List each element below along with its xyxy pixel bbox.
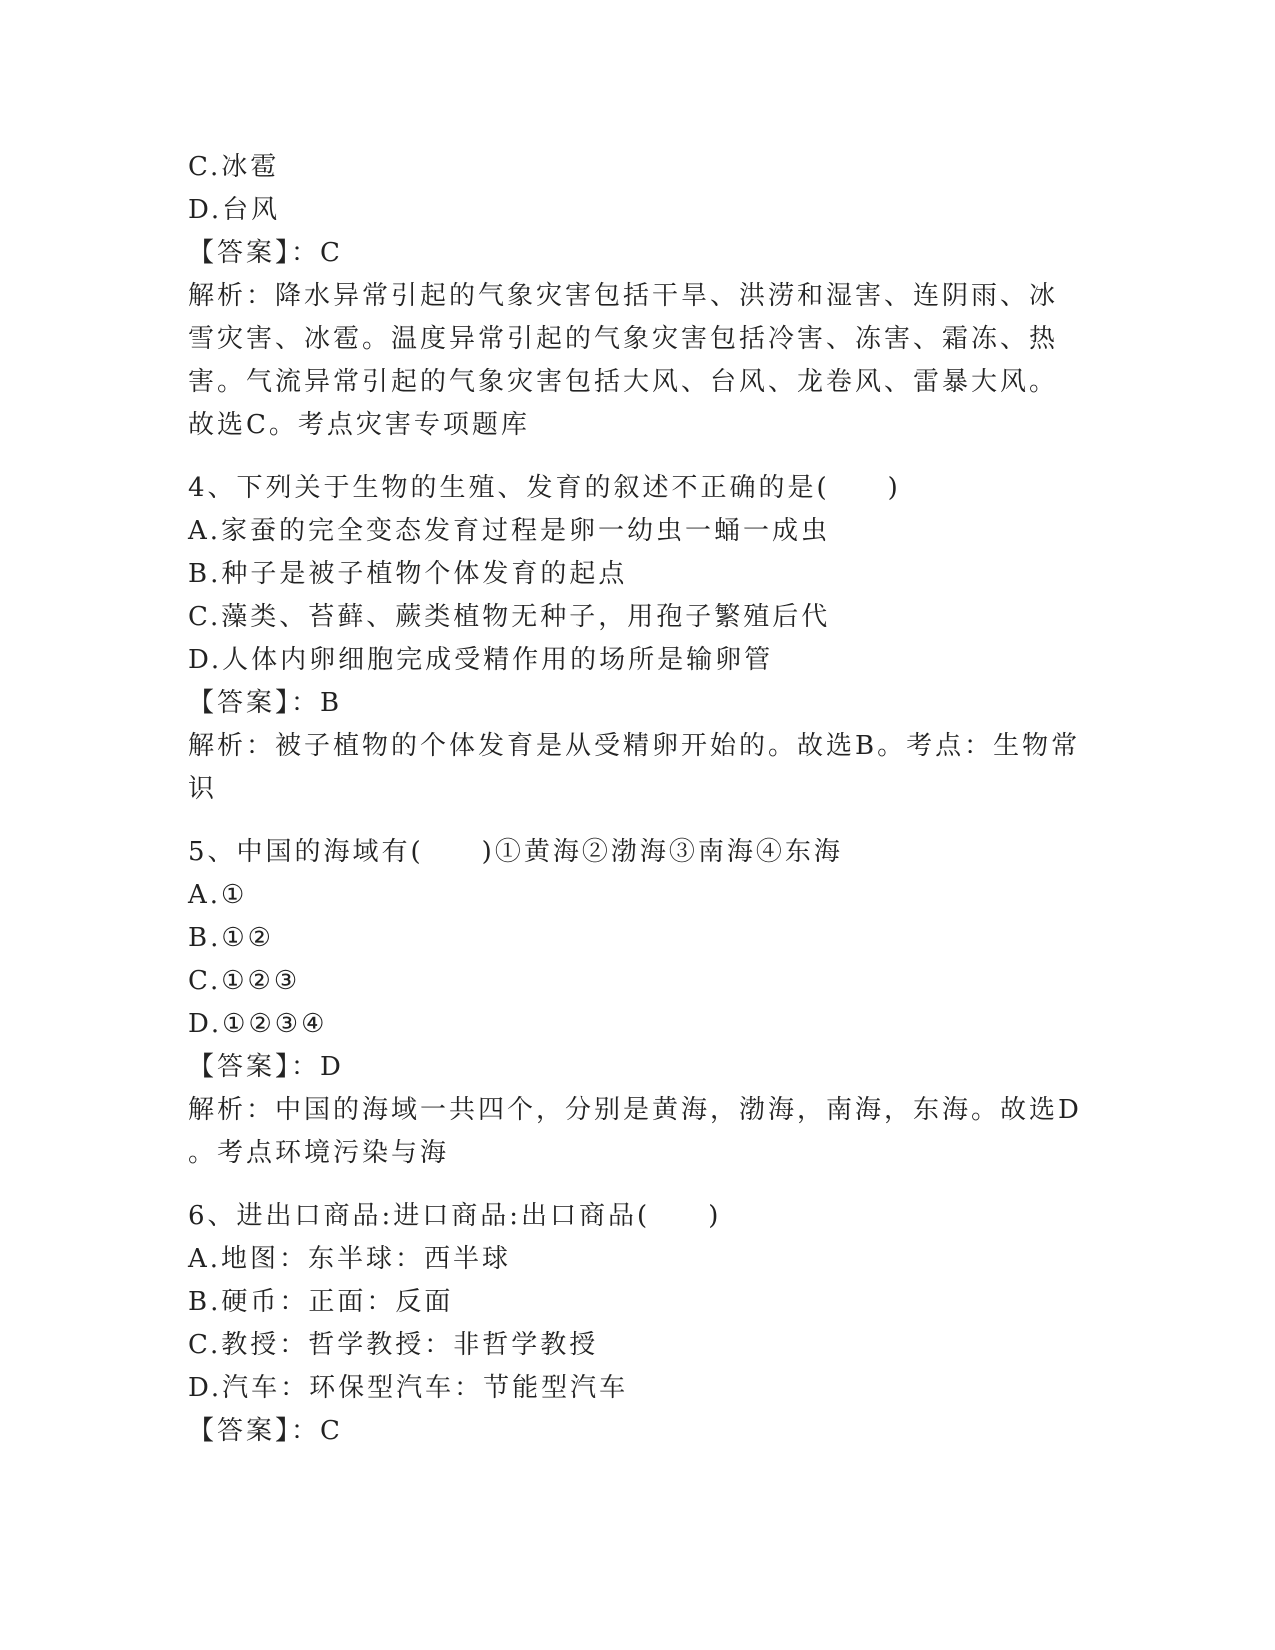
option-a: A.① <box>188 880 248 910</box>
spacer <box>188 447 1088 467</box>
analysis-line: 识 <box>188 774 218 804</box>
option-d: D.人体内卵细胞完成受精作用的场所是输卵管 <box>188 645 774 675</box>
question-text: 6、进出口商品:进口商品:出口商品( ) <box>188 1201 722 1231</box>
option-d: D.①②③④ <box>188 1009 328 1039</box>
analysis-line: 。考点环境污染与海 <box>188 1138 450 1168</box>
option-c: C.藻类、苔藓、蕨类植物无种子，用孢子繁殖后代 <box>188 602 831 632</box>
answer-line: 【答案】：C <box>188 1416 343 1446</box>
option-c: C.①②③ <box>188 966 301 996</box>
analysis-line: 解析：降水异常引起的气象灾害包括干旱、洪涝和湿害、连阴雨、冰 <box>188 281 1059 311</box>
answer-line: 【答案】：D <box>188 1052 344 1082</box>
option-a: A.地图：东半球：西半球 <box>188 1244 512 1274</box>
question-6 <box>188 1195 1088 1453</box>
spacer <box>188 811 1088 831</box>
question-4 <box>188 467 1088 811</box>
answer-line: 【答案】：C <box>188 238 343 268</box>
analysis-line: 解析：中国的海域一共四个，分别是黄海，渤海，南海，东海。故选D <box>188 1095 1082 1125</box>
analysis-line: 害。气流异常引起的气象灾害包括大风、台风、龙卷风、雷暴大风。 <box>188 367 1059 397</box>
option-c: C.教授：哲学教授：非哲学教授 <box>188 1330 599 1360</box>
question-text: 4、下列关于生物的生殖、发育的叙述不正确的是( ) <box>188 473 901 503</box>
question-3-tail <box>188 146 1088 447</box>
analysis-line: 雪灾害、冰雹。温度异常引起的气象灾害包括冷害、冻害、霜冻、热 <box>188 324 1059 354</box>
question-5 <box>188 831 1088 1175</box>
option-c: C.冰雹 <box>188 152 280 182</box>
analysis-line: 解析：被子植物的个体发育是从受精卵开始的。故选B。考点：生物常 <box>188 731 1081 761</box>
answer-line: 【答案】：B <box>188 688 343 718</box>
analysis-line: 故选C。考点灾害专项题库 <box>188 410 530 440</box>
option-b: B.①② <box>188 923 274 953</box>
spacer <box>188 1175 1088 1195</box>
document-content <box>188 146 1088 1453</box>
option-b: B.硬币：正面：反面 <box>188 1287 454 1317</box>
option-a: A.家蚕的完全变态发育过程是卵一幼虫一蛹一成虫 <box>188 516 831 546</box>
option-d: D.台风 <box>188 195 281 225</box>
option-b: B.种子是被子植物个体发育的起点 <box>188 559 628 589</box>
option-d: D.汽车：环保型汽车：节能型汽车 <box>188 1373 629 1403</box>
question-text: 5、中国的海域有( )①黄海②渤海③南海④东海 <box>188 837 843 867</box>
